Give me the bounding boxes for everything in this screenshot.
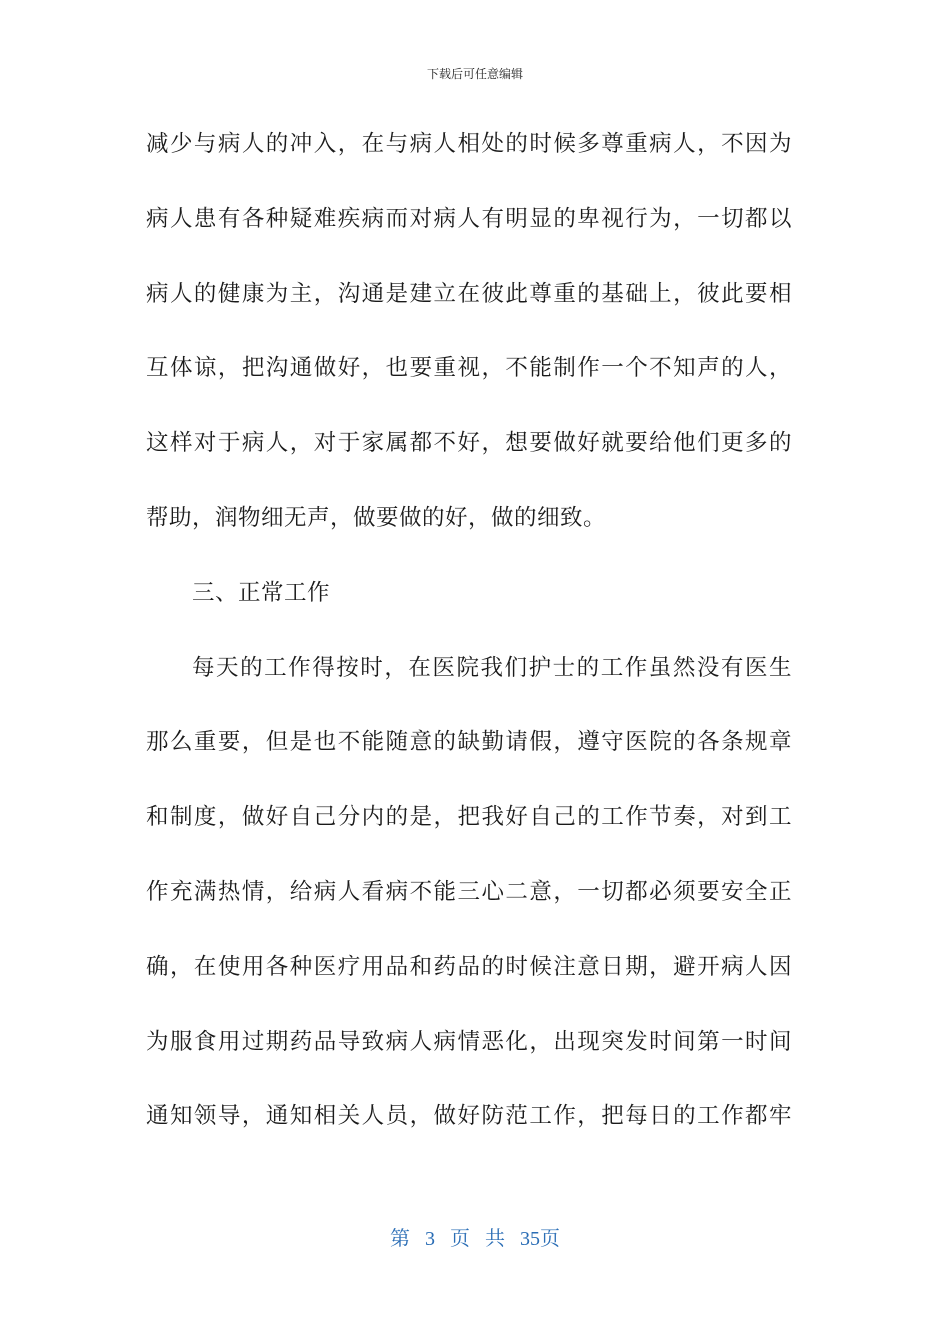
header-note: 下载后可任意编辑	[426, 67, 523, 81]
paragraph-line: 作充满热情，给病人看病不能三心二意，一切都必须要安全正	[146, 878, 792, 905]
paragraph-line: 病人的健康为主，沟通是建立在彼此尊重的基础上，彼此要相	[146, 280, 792, 307]
page-footer	[0, 1225, 950, 1253]
body-text	[146, 124, 792, 1171]
section-heading: 三、正常工作	[192, 579, 331, 606]
footer-label-page-unit: 页	[450, 1228, 470, 1250]
paragraph-line: 和制度，做好自己分内的是，把我好自己的工作节奏，对到工	[146, 804, 792, 831]
paragraph-line: 每天的工作得按时，在医院我们护士的工作虽然没有医生	[192, 654, 792, 681]
paragraph-line: 病人患有各种疑难疾病而对病人有明显的卑视行为，一切都以	[146, 205, 792, 232]
paragraph-line: 那么重要，但是也不能随意的缺勤请假，遵守医院的各条规章	[146, 729, 792, 756]
paragraph-line: 帮助，润物细无声，做要做的好，做的细致。	[146, 504, 607, 531]
paragraph-line: 为服食用过期药品导致病人病情恶化，出现突发时间第一时间	[146, 1028, 792, 1055]
footer-current-page: 3	[425, 1228, 435, 1250]
paragraph-line: 减少与病人的冲入，在与病人相处的时候多尊重病人，不因为	[146, 131, 792, 157]
paragraph-line: 确，在使用各种医疗用品和药品的时候注意日期，避开病人因	[146, 953, 792, 980]
footer-label-total: 共	[485, 1228, 505, 1250]
paragraph-line: 互体谅，把沟通做好，也要重视，不能制作一个不知声的人，	[146, 355, 792, 382]
paragraph-line: 通知领导，通知相关人员，做好防范工作，把每日的工作都牢	[146, 1103, 792, 1130]
paragraph-line: 这样对于病人，对于家属都不好，想要做好就要给他们更多的	[146, 430, 792, 457]
footer-total-pages: 35页	[520, 1228, 560, 1250]
footer-label-page: 第	[390, 1228, 410, 1250]
